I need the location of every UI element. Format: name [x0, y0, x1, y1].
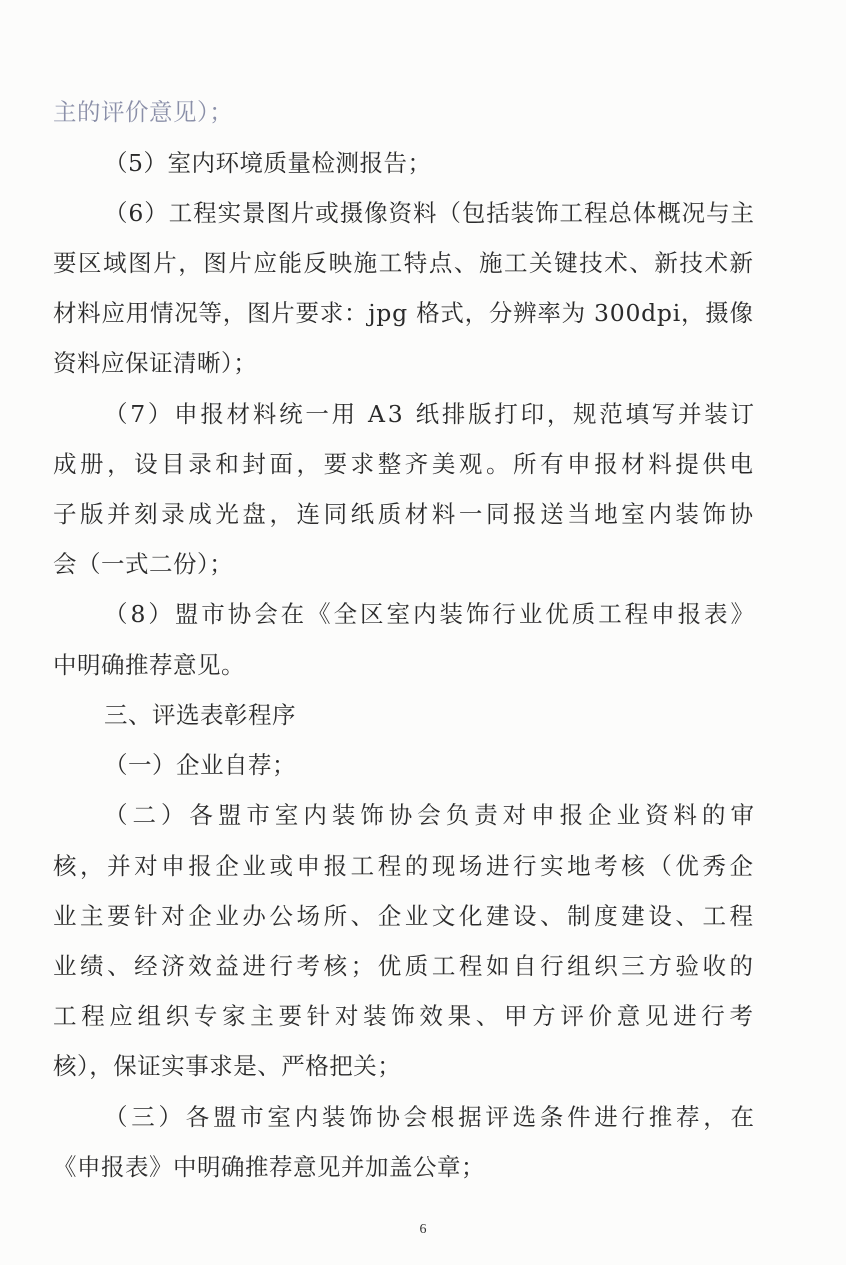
text-line: （二）各盟市室内装饰协会负责对申报企业资料的审 [104, 801, 759, 829]
text-line: （三）各盟市室内装饰协会根据评选条件进行推荐，在 [104, 1103, 758, 1131]
text-line: 核，并对申报企业或申报工程的现场进行实地考核（优秀企 [53, 852, 757, 880]
text-line: 中明确推荐意见。 [53, 651, 245, 679]
text-line: （5）室内环境质量检测报告； [104, 149, 432, 177]
text-line: （一）企业自荐； [104, 751, 296, 779]
text-line: 会（一式二份）； [53, 550, 234, 578]
text-line: 主的评价意见）； [53, 98, 234, 126]
section-heading: 三、评选表彰程序 [104, 701, 296, 729]
text-line: 《申报表》中明确推荐意见并加盖公章； [53, 1153, 485, 1181]
text-line: （8）盟市协会在《全区室内装饰行业优质工程申报表》 [104, 600, 757, 628]
text-line: 成册，设目录和封面，要求整齐美观。所有申报材料提供电 [53, 450, 757, 478]
text-line: 材料应用情况等，图片要求：jpg 格式，分辨率为 300dpi，摄像 [53, 299, 754, 327]
text-line: 子版并刻录成光盘，连同纸质材料一同报送当地室内装饰协 [53, 500, 757, 528]
text-line: 核），保证实事求是、严格把关； [53, 1052, 402, 1080]
text-line: 业主要针对企业办公场所、企业文化建设、制度建设、工程 [53, 902, 757, 930]
page-number: 6 [419, 1222, 427, 1237]
text-line: 工程应组织专家主要针对装饰效果、甲方评价意见进行考 [53, 1002, 758, 1030]
text-line: （7）申报材料统一用 A3 纸排版打印，规范填写并装订 [104, 400, 757, 428]
text-line: 资料应保证清晰）； [53, 349, 258, 377]
text-line: 业绩、经济效益进行考核；优质工程如自行组织三方验收的 [53, 952, 757, 980]
text-line: 要区域图片，图片应能反映施工特点、施工关键技术、新技术新 [53, 249, 755, 277]
text-line: （6）工程实景图片或摄像资料（包括装饰工程总体概况与主 [104, 199, 755, 227]
